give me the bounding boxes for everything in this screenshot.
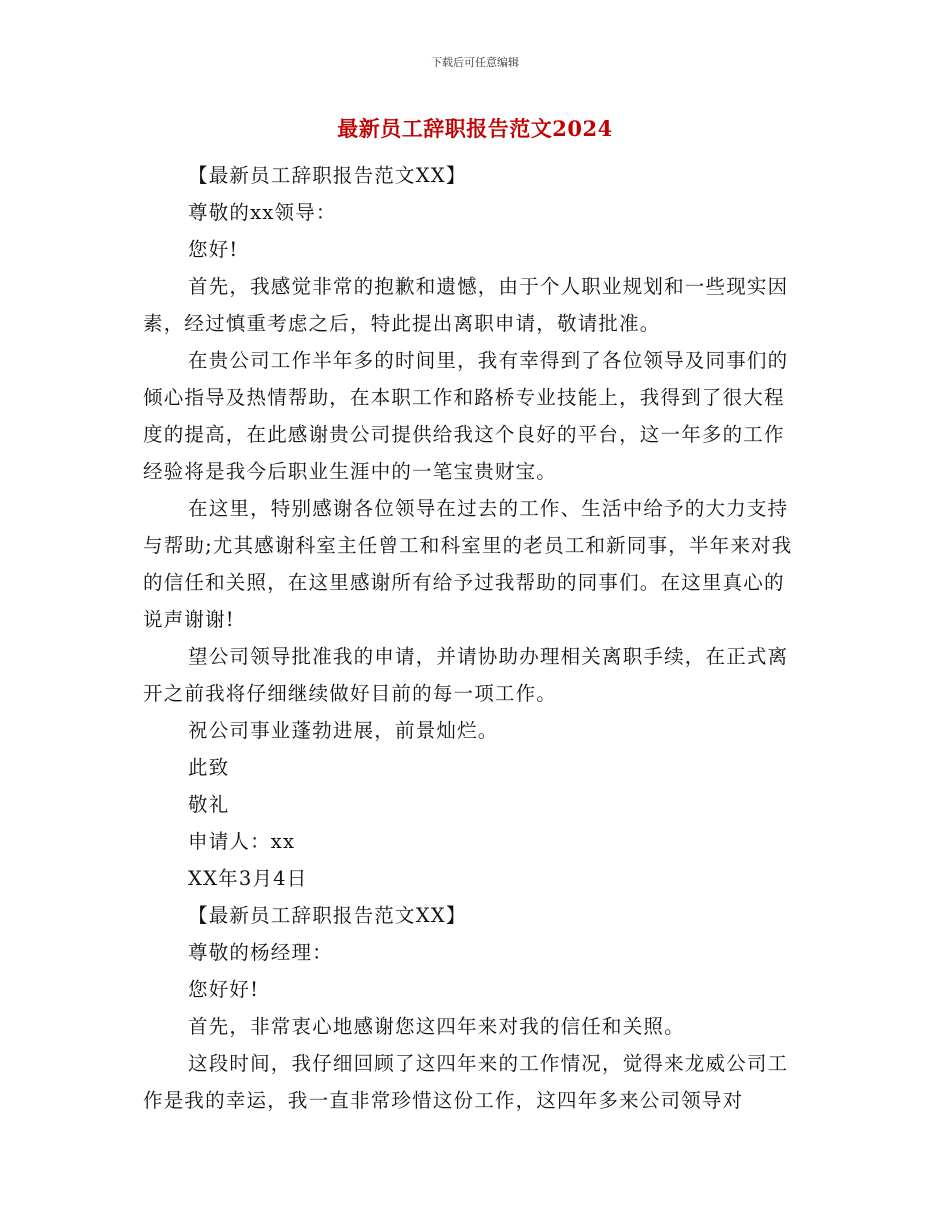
section-heading: 【最新员工辞职报告范文XX】 xyxy=(188,164,467,187)
body-paragraph: 首先，我感觉非常的抱歉和遗憾，由于个人职业规划和一些现实因素，经过慎重考虑之后，特此提出离职申请，敬请批准。 xyxy=(143,275,789,335)
greeting: 您好! xyxy=(188,238,239,261)
salutation: 尊敬的杨经理： xyxy=(188,941,333,964)
greeting: 您好好! xyxy=(188,978,260,1001)
closing-wish: 祝公司事业蓬勃进展，前景灿烂。 xyxy=(188,719,499,742)
closing-phrase: 此致 xyxy=(188,756,230,779)
date-line: XX年3月4日 xyxy=(188,867,308,890)
body-paragraph: 望公司领导批准我的申请，并请协助办理相关离职手续，在正式离开之前我将仔细继续做好目前的每一项工作。 xyxy=(143,645,789,705)
body-paragraph: 在这里，特别感谢各位领导在过去的工作、生活中给予的大力支持与帮助;尤其感谢科室主任曾工和科室里的老员工和新同事，半年来对我的信任和关照，在这里感谢所有给予过我帮助的同事们。在这里真心的说声谢谢! xyxy=(143,497,793,631)
header-note: 下载后可任意编辑 xyxy=(431,56,519,69)
document-title: 最新员工辞职报告范文2024 xyxy=(337,116,613,141)
document-body xyxy=(143,157,805,1119)
applicant-line: 申请人：xx xyxy=(188,830,296,853)
salutation: 尊敬的xx领导： xyxy=(188,201,337,224)
body-paragraph: 这段时间，我仔细回顾了这四年来的工作情况，觉得来龙威公司工作是我的幸运，我一直非常珍惜这份工作，这四年多来公司领导对 xyxy=(143,1052,789,1112)
body-paragraph: 在贵公司工作半年多的时间里，我有幸得到了各位领导及同事们的倾心指导及热情帮助，在本职工作和路桥专业技能上，我得到了很大程度的提高，在此感谢贵公司提供给我这个良好的平台，这一年多的工作经验将是我今后职业生涯中的一笔宝贵财宝。 xyxy=(143,349,789,483)
body-paragraph: 首先，非常衷心地感谢您这四年来对我的信任和关照。 xyxy=(188,1015,685,1038)
section-heading: 【最新员工辞职报告范文XX】 xyxy=(188,904,467,927)
closing-salute: 敬礼 xyxy=(188,793,230,816)
